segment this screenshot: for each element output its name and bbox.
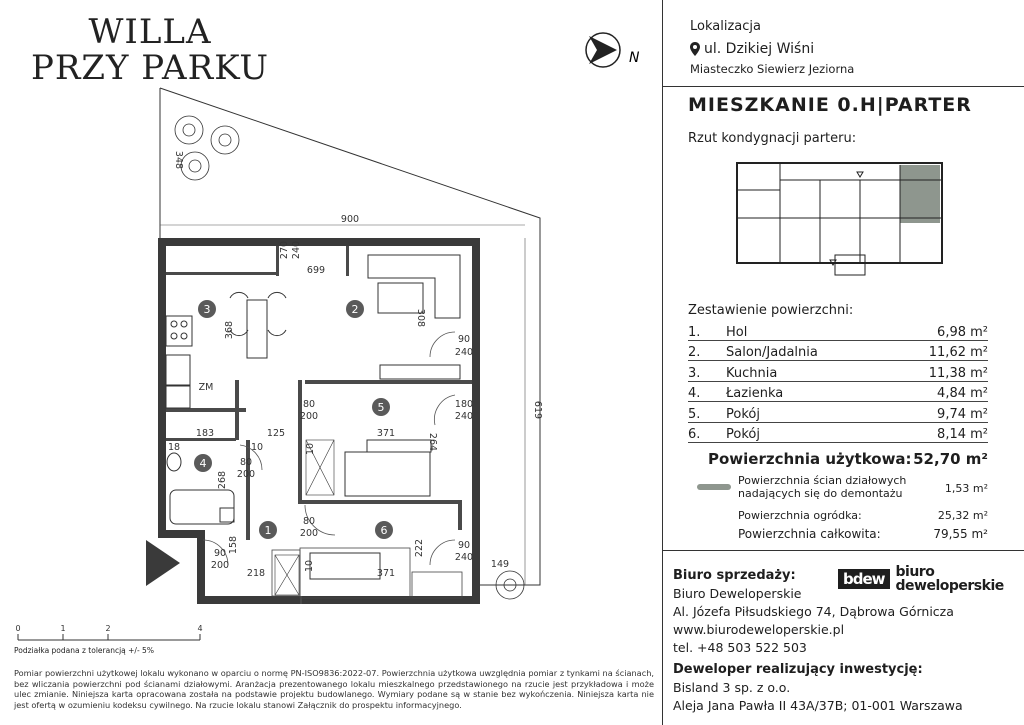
dim-label: 699 <box>306 265 326 276</box>
kitchen <box>166 316 192 408</box>
dim-label: 264 <box>427 432 438 452</box>
garden-value: 25,32 m² <box>937 509 988 522</box>
entrance-arrow-icon <box>146 540 180 586</box>
developer-info <box>673 661 963 715</box>
dining-table <box>230 292 286 358</box>
dim-label: 619 <box>532 400 543 420</box>
dim-label: 10 <box>250 442 264 453</box>
logo-box: bdew <box>838 569 890 589</box>
room-list <box>688 320 988 443</box>
logo-text-line-2: deweloperskie <box>895 578 1004 594</box>
dim-label: 183 <box>195 428 215 439</box>
scale-bar <box>18 634 200 640</box>
dim-label: 270 <box>279 240 290 260</box>
dim-label: 268 <box>217 470 228 490</box>
dim-label: 900 <box>340 214 360 225</box>
divider <box>662 86 1024 87</box>
divider <box>662 550 1024 551</box>
room-num: 2. <box>688 345 701 360</box>
compass-label: N <box>629 50 640 66</box>
dim-label: 200 <box>299 411 319 422</box>
scale-tick: 0 <box>15 624 21 633</box>
room-name: Pokój <box>726 406 760 422</box>
sofa <box>368 255 460 318</box>
usable-area-label: Powierzchnia użytkowa: <box>708 450 912 468</box>
room-row <box>688 341 988 362</box>
room-name: Hol <box>726 324 748 340</box>
scale-tick: 4 <box>197 624 203 633</box>
dim-label: 90 <box>457 540 471 551</box>
room-num: 4. <box>688 386 701 401</box>
walls-area <box>738 474 988 500</box>
room-area: 11,38 m² <box>928 365 988 381</box>
dim-label: 10 <box>305 442 316 456</box>
location-title: Lokalizacja <box>690 19 761 34</box>
walls-value: 1,53 m² <box>944 482 988 495</box>
garden-label: Powierzchnia ogródka: <box>738 509 862 522</box>
room-number: 4 <box>199 457 207 470</box>
walls-legend-swatch <box>697 484 731 490</box>
dim-label: 200 <box>299 528 319 539</box>
room-area: 9,74 m² <box>937 406 988 422</box>
dim-label: 308 <box>415 308 426 328</box>
panel-divider <box>662 0 663 725</box>
dim-label: 240 <box>291 240 302 260</box>
walls-label-line-1: Powierzchnia ścian działowych <box>738 474 907 487</box>
room-area: 8,14 m² <box>937 427 988 442</box>
usable-area <box>708 450 988 468</box>
developer-name: Bisland 3 sp. z o.o. <box>673 680 791 695</box>
room-num: 1. <box>688 324 701 340</box>
dim-label: 371 <box>376 568 396 579</box>
walls-label <box>738 474 906 500</box>
room-area: 4,84 m² <box>937 386 988 401</box>
dim-label: 200 <box>210 560 230 571</box>
dim-label: 240 <box>454 411 474 422</box>
dim-label: 348 <box>173 150 184 170</box>
floor-minimap <box>735 160 947 280</box>
room-number: 3 <box>203 303 211 316</box>
room-area: 6,98 m² <box>937 324 988 340</box>
dim-label: 200 <box>236 469 256 480</box>
dim-label: 90 <box>213 548 227 559</box>
sales-phone[interactable]: tel. +48 503 522 503 <box>673 640 807 655</box>
room-name: Łazienka <box>726 386 784 401</box>
floor-plan-label: Rzut kondygnacji parteru: <box>688 131 857 146</box>
dim-label: 180 <box>454 399 474 410</box>
dim-label: 222 <box>414 538 425 558</box>
room-area: 11,62 m² <box>928 345 988 360</box>
sales-name: Biuro Deweloperskie <box>673 586 802 601</box>
dim-label: 240 <box>454 347 474 358</box>
developer-heading: Deweloper realizujący inwestycję: <box>673 662 923 677</box>
sales-logo <box>838 565 1004 593</box>
summary-title: Zestawienie powierzchni: <box>688 303 854 318</box>
dim-label: 149 <box>490 559 510 570</box>
apartment-title: MIESZKANIE 0.H|PARTER <box>688 94 972 116</box>
room-row <box>688 423 988 444</box>
room-row <box>688 402 988 423</box>
sales-heading: Biuro sprzedaży: <box>673 568 796 583</box>
street-text: ul. Dzikiej Wiśni <box>704 41 815 57</box>
room-row <box>688 382 988 403</box>
sales-web-link[interactable]: www.biurodeweloperskie.pl <box>673 622 845 637</box>
room-number: 5 <box>377 401 385 414</box>
sales-address: Al. Józefa Piłsudskiego 74, Dąbrowa Górnicza <box>673 604 954 619</box>
room-number: 2 <box>351 303 359 316</box>
tv-unit <box>380 365 460 379</box>
outer-walls <box>158 238 480 604</box>
dim-label: 80 <box>302 399 316 410</box>
scale-note: Podziałka podana z tolerancją +/- 5% <box>14 646 154 655</box>
logo-line-2: PRZY PARKU <box>30 48 270 88</box>
dim-label: 368 <box>224 320 235 340</box>
dim-label: 80 <box>302 516 316 527</box>
logo-line-1: WILLA <box>88 12 212 52</box>
room-num: 5. <box>688 406 701 422</box>
map-pin-icon <box>690 42 700 56</box>
location-town: Miasteczko Siewierz Jeziorna <box>690 62 855 76</box>
dim-label: 218 <box>246 568 266 579</box>
dim-label: 158 <box>228 535 239 555</box>
garden-outline <box>160 88 540 585</box>
dim-label: ZM <box>198 382 214 393</box>
beds <box>310 440 431 579</box>
usable-area-value: 52,70 m² <box>913 450 988 468</box>
scale-tick: 2 <box>105 624 111 633</box>
dim-label: 10 <box>304 559 315 573</box>
dim-label: 371 <box>376 428 396 439</box>
room-row <box>688 361 988 382</box>
room-name: Pokój <box>726 427 760 442</box>
dim-label: 80 <box>239 457 253 468</box>
dim-label: 90 <box>457 334 471 345</box>
room-num: 6. <box>688 427 701 442</box>
room-name: Salon/Jadalnia <box>726 345 818 360</box>
dim-label: 240 <box>454 552 474 563</box>
scale-tick: 1 <box>60 624 66 633</box>
room-name: Kuchnia <box>726 365 778 381</box>
room-number: 1 <box>264 524 272 537</box>
room-num: 3. <box>688 365 701 381</box>
room-number: 6 <box>380 524 388 537</box>
room-row <box>688 320 988 341</box>
total-label: Powierzchnia całkowita: <box>738 527 881 541</box>
total-area <box>738 527 988 541</box>
location-street <box>690 41 814 57</box>
total-value: 79,55 m² <box>933 527 988 541</box>
dim-label: 125 <box>266 428 286 439</box>
garden-area <box>738 509 988 522</box>
dim-label: 18 <box>167 442 181 453</box>
doors <box>203 332 455 565</box>
developer-address: Aleja Jana Pawła II 43A/37B; 01-001 Warszawa <box>673 698 963 713</box>
logo-text-line-1: biuro <box>895 564 935 580</box>
walls-label-line-2: nadających się do demontażu <box>738 487 903 500</box>
logo-text <box>896 565 1004 593</box>
disclaimer-text: Pomiar powierzchni użytkowej lokalu wykonano w oparciu o normę PN-ISO9836:2022-07. Powierzchnia użytkowa uwzględnia pomiar z tynkami na ścianach, bez wliczania powierzchni pod ścianami działowymi. Aranżacja prezentowanego lokalu mieszkalnego przedstawionego na rzucie jest przykładowa i może ulec zmianie. Niniejsza karta opracowana została na podstawie projektu budowlanego. Wymiary podane są w stanie bez wykończenia. Niniejsza karta nie jest ofertą w ozumieniu kodeksu cywilnego. Na rzucie lokalu stanowi Załącznik do prospektu informacyjnego. <box>14 668 654 710</box>
inner-walls <box>166 246 472 604</box>
